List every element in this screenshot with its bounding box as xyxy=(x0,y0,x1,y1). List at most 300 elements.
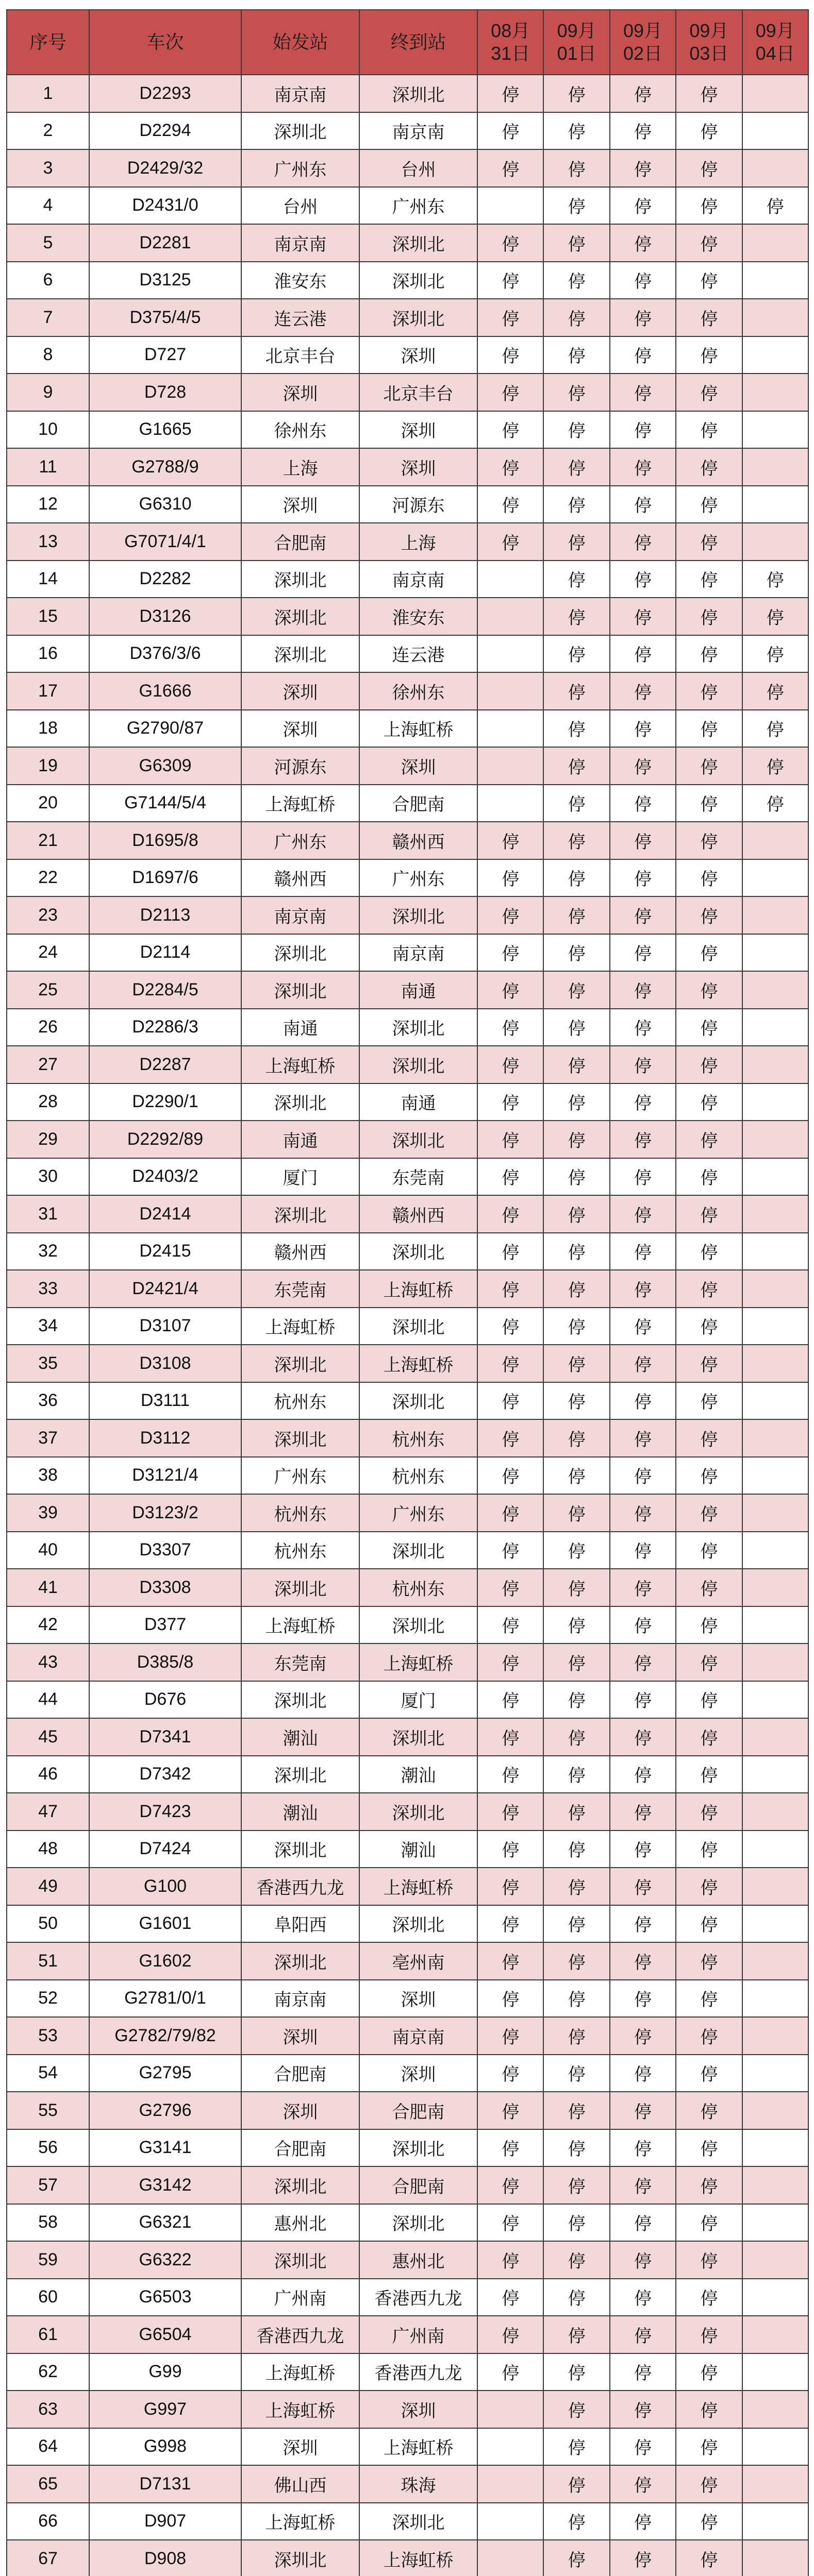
cell-status-0904 xyxy=(742,2129,808,2167)
cell-train-number: G6310 xyxy=(89,486,241,523)
table-row xyxy=(7,971,808,1009)
cell-status-0831 xyxy=(477,710,543,748)
cell-status-0903: 停 xyxy=(676,710,742,748)
cell-destination: 上海虹桥 xyxy=(359,1643,477,1681)
cell-status-0904 xyxy=(742,1905,808,1943)
cell-status-0901: 停 xyxy=(543,1681,609,1719)
cell-origin: 香港西九龙 xyxy=(241,2316,359,2353)
cell-status-0901: 停 xyxy=(543,2465,609,2503)
cell-origin: 连云港 xyxy=(241,299,359,336)
cell-status-0901: 停 xyxy=(543,785,609,822)
cell-train-number: G997 xyxy=(89,2391,241,2428)
cell-status-0903: 停 xyxy=(676,1756,742,1793)
cell-status-0831: 停 xyxy=(477,411,543,449)
cell-origin: 广州南 xyxy=(241,2279,359,2316)
cell-train-number: G3141 xyxy=(89,2129,241,2167)
cell-origin: 深圳北 xyxy=(241,1942,359,1980)
cell-status-0901: 停 xyxy=(543,1046,609,1083)
cell-destination: 台州 xyxy=(359,149,477,187)
cell-index: 53 xyxy=(7,2017,89,2055)
cell-index: 29 xyxy=(7,1121,89,1158)
cell-status-0831: 停 xyxy=(477,1681,543,1719)
cell-status-0831: 停 xyxy=(477,971,543,1009)
cell-index: 33 xyxy=(7,1270,89,1308)
cell-status-0901: 停 xyxy=(543,2092,609,2129)
cell-status-0904 xyxy=(742,2092,808,2129)
train-suspension-table xyxy=(6,9,809,2576)
cell-status-0901: 停 xyxy=(543,2055,609,2092)
cell-origin: 深圳 xyxy=(241,2092,359,2129)
cell-destination: 广州南 xyxy=(359,2316,477,2353)
cell-status-0901: 停 xyxy=(543,2353,609,2391)
cell-train-number: G7071/4/1 xyxy=(89,523,241,561)
cell-destination: 深圳北 xyxy=(359,1382,477,1420)
cell-status-0902: 停 xyxy=(610,1419,676,1457)
cell-train-number: G6504 xyxy=(89,2316,241,2353)
cell-status-0903: 停 xyxy=(676,1121,742,1158)
cell-origin: 深圳北 xyxy=(241,1569,359,1606)
cell-origin: 杭州东 xyxy=(241,1494,359,1532)
cell-train-number: D7424 xyxy=(89,1831,241,1868)
cell-status-0902: 停 xyxy=(610,1831,676,1868)
cell-status-0831: 停 xyxy=(477,859,543,897)
cell-status-0903: 停 xyxy=(676,1270,742,1308)
cell-index: 8 xyxy=(7,336,89,374)
cell-origin: 香港西九龙 xyxy=(241,1868,359,1905)
cell-index: 44 xyxy=(7,1681,89,1719)
cell-status-0901: 停 xyxy=(543,934,609,972)
cell-index: 67 xyxy=(7,2540,89,2576)
cell-status-0903: 停 xyxy=(676,2316,742,2353)
cell-index: 46 xyxy=(7,1756,89,1793)
cell-status-0903: 停 xyxy=(676,448,742,486)
cell-train-number: D728 xyxy=(89,374,241,411)
cell-status-0903: 停 xyxy=(676,299,742,336)
cell-status-0904 xyxy=(742,2166,808,2204)
table-row xyxy=(7,2353,808,2391)
cell-status-0831 xyxy=(477,2503,543,2540)
cell-status-0902: 停 xyxy=(610,2428,676,2466)
cell-status-0902: 停 xyxy=(610,75,676,112)
cell-index: 37 xyxy=(7,1419,89,1457)
cell-status-0901: 停 xyxy=(543,1195,609,1233)
cell-train-number: G7144/5/4 xyxy=(89,785,241,822)
cell-status-0901: 停 xyxy=(543,411,609,449)
cell-index: 12 xyxy=(7,486,89,523)
cell-status-0904 xyxy=(742,224,808,262)
cell-origin: 上海虹桥 xyxy=(241,1046,359,1083)
cell-destination: 珠海 xyxy=(359,2465,477,2503)
cell-index: 5 xyxy=(7,224,89,262)
cell-status-0831: 停 xyxy=(477,2017,543,2055)
cell-origin: 深圳北 xyxy=(241,598,359,635)
cell-index: 10 xyxy=(7,411,89,449)
cell-train-number: D2282 xyxy=(89,561,241,598)
table-row xyxy=(7,1419,808,1457)
cell-status-0903: 停 xyxy=(676,1793,742,1831)
table-row xyxy=(7,1233,808,1270)
table-row xyxy=(7,1532,808,1569)
cell-status-0901: 停 xyxy=(543,1643,609,1681)
header-origin-station: 始发站 xyxy=(241,10,359,75)
cell-status-0902: 停 xyxy=(610,2316,676,2353)
cell-origin: 杭州东 xyxy=(241,1382,359,1420)
cell-status-0903: 停 xyxy=(676,1569,742,1606)
table-row xyxy=(7,2391,808,2428)
cell-train-number: G2788/9 xyxy=(89,448,241,486)
cell-status-0902: 停 xyxy=(610,1569,676,1606)
cell-destination: 上海虹桥 xyxy=(359,710,477,748)
cell-status-0831 xyxy=(477,561,543,598)
cell-train-number: G100 xyxy=(89,1868,241,1905)
cell-train-number: D676 xyxy=(89,1681,241,1719)
cell-index: 16 xyxy=(7,635,89,673)
cell-status-0904 xyxy=(742,859,808,897)
cell-destination: 香港西九龙 xyxy=(359,2353,477,2391)
cell-status-0903: 停 xyxy=(676,785,742,822)
table-row xyxy=(7,1756,808,1793)
cell-train-number: G6309 xyxy=(89,747,241,785)
cell-status-0831 xyxy=(477,598,543,635)
cell-status-0831: 停 xyxy=(477,486,543,523)
cell-status-0904 xyxy=(742,1756,808,1793)
cell-destination: 北京丰台 xyxy=(359,374,477,411)
cell-destination: 淮安东 xyxy=(359,598,477,635)
cell-index: 32 xyxy=(7,1233,89,1270)
cell-destination: 深圳北 xyxy=(359,2503,477,2540)
cell-index: 4 xyxy=(7,187,89,225)
cell-origin: 南京南 xyxy=(241,75,359,112)
cell-status-0904: 停 xyxy=(742,747,808,785)
table-row xyxy=(7,336,808,374)
cell-status-0831: 停 xyxy=(477,1382,543,1420)
cell-status-0904 xyxy=(742,1868,808,1905)
cell-status-0904 xyxy=(742,374,808,411)
cell-status-0902: 停 xyxy=(610,486,676,523)
cell-status-0903: 停 xyxy=(676,1606,742,1644)
cell-status-0901: 停 xyxy=(543,2279,609,2316)
cell-index: 51 xyxy=(7,1942,89,1980)
cell-destination: 南京南 xyxy=(359,112,477,150)
cell-destination: 惠州北 xyxy=(359,2241,477,2279)
cell-origin: 上海虹桥 xyxy=(241,1308,359,1345)
cell-status-0902: 停 xyxy=(610,1793,676,1831)
cell-status-0903: 停 xyxy=(676,2391,742,2428)
cell-status-0831: 停 xyxy=(477,1793,543,1831)
cell-status-0903: 停 xyxy=(676,2055,742,2092)
cell-status-0904 xyxy=(742,822,808,859)
cell-origin: 上海虹桥 xyxy=(241,2503,359,2540)
cell-status-0831: 停 xyxy=(477,1345,543,1382)
cell-destination: 杭州东 xyxy=(359,1457,477,1495)
cell-index: 64 xyxy=(7,2428,89,2466)
cell-status-0902: 停 xyxy=(610,1756,676,1793)
cell-status-0904 xyxy=(742,1419,808,1457)
cell-index: 3 xyxy=(7,149,89,187)
cell-status-0902: 停 xyxy=(610,1233,676,1270)
table-row xyxy=(7,1942,808,1980)
cell-status-0902: 停 xyxy=(610,1382,676,1420)
cell-train-number: D7131 xyxy=(89,2465,241,2503)
cell-train-number: D3123/2 xyxy=(89,1494,241,1532)
cell-index: 63 xyxy=(7,2391,89,2428)
cell-destination: 杭州东 xyxy=(359,1569,477,1606)
cell-status-0831: 停 xyxy=(477,1009,543,1046)
cell-origin: 深圳 xyxy=(241,486,359,523)
cell-status-0904 xyxy=(742,149,808,187)
cell-status-0904 xyxy=(742,299,808,336)
cell-status-0904 xyxy=(742,2055,808,2092)
cell-status-0904: 停 xyxy=(742,561,808,598)
cell-origin: 上海虹桥 xyxy=(241,1606,359,1644)
cell-status-0831: 停 xyxy=(477,2316,543,2353)
table-row xyxy=(7,2092,808,2129)
cell-origin: 深圳北 xyxy=(241,2540,359,2576)
cell-status-0904 xyxy=(742,112,808,150)
cell-destination: 上海虹桥 xyxy=(359,1868,477,1905)
cell-train-number: G1665 xyxy=(89,411,241,449)
cell-destination: 深圳北 xyxy=(359,75,477,112)
cell-index: 38 xyxy=(7,1457,89,1495)
cell-origin: 深圳北 xyxy=(241,1083,359,1121)
cell-status-0904 xyxy=(742,1382,808,1420)
cell-origin: 惠州北 xyxy=(241,2204,359,2242)
cell-index: 58 xyxy=(7,2204,89,2242)
cell-destination: 深圳北 xyxy=(359,262,477,299)
cell-status-0902: 停 xyxy=(610,2391,676,2428)
cell-status-0831: 停 xyxy=(477,1942,543,1980)
cell-status-0903: 停 xyxy=(676,1681,742,1719)
table-row xyxy=(7,523,808,561)
header-train-number: 车次 xyxy=(89,10,241,75)
cell-train-number: D3107 xyxy=(89,1308,241,1345)
cell-destination: 深圳北 xyxy=(359,299,477,336)
cell-train-number: D2287 xyxy=(89,1046,241,1083)
cell-origin: 上海虹桥 xyxy=(241,2391,359,2428)
cell-train-number: G2782/79/82 xyxy=(89,2017,241,2055)
cell-train-number: D2429/32 xyxy=(89,149,241,187)
cell-status-0903: 停 xyxy=(676,2017,742,2055)
cell-status-0904 xyxy=(742,1980,808,2018)
cell-status-0903: 停 xyxy=(676,1345,742,1382)
table-row xyxy=(7,2428,808,2466)
cell-status-0904 xyxy=(742,1942,808,1980)
cell-status-0831: 停 xyxy=(477,1868,543,1905)
cell-status-0831: 停 xyxy=(477,1905,543,1943)
cell-status-0903: 停 xyxy=(676,374,742,411)
cell-status-0902: 停 xyxy=(610,896,676,934)
cell-status-0831: 停 xyxy=(477,1046,543,1083)
cell-destination: 徐州东 xyxy=(359,672,477,710)
cell-status-0901: 停 xyxy=(543,1905,609,1943)
cell-status-0902: 停 xyxy=(610,2241,676,2279)
cell-status-0901: 停 xyxy=(543,896,609,934)
cell-status-0904 xyxy=(742,1083,808,1121)
cell-index: 21 xyxy=(7,822,89,859)
cell-origin: 深圳北 xyxy=(241,2166,359,2204)
cell-status-0903: 停 xyxy=(676,224,742,262)
cell-status-0831 xyxy=(477,187,543,225)
cell-status-0831: 停 xyxy=(477,1756,543,1793)
cell-status-0903: 停 xyxy=(676,2204,742,2242)
cell-status-0901: 停 xyxy=(543,1382,609,1420)
cell-index: 22 xyxy=(7,859,89,897)
cell-status-0904 xyxy=(742,1345,808,1382)
cell-origin: 深圳 xyxy=(241,2017,359,2055)
cell-train-number: G99 xyxy=(89,2353,241,2391)
cell-origin: 深圳北 xyxy=(241,1681,359,1719)
cell-status-0903: 停 xyxy=(676,2428,742,2466)
cell-status-0902: 停 xyxy=(610,561,676,598)
cell-status-0902: 停 xyxy=(610,2166,676,2204)
table-row xyxy=(7,2204,808,2242)
cell-status-0903: 停 xyxy=(676,187,742,225)
cell-status-0901: 停 xyxy=(543,1457,609,1495)
cell-status-0831: 停 xyxy=(477,523,543,561)
cell-status-0901: 停 xyxy=(543,822,609,859)
header-terminal-station: 终到站 xyxy=(359,10,477,75)
table-row xyxy=(7,1606,808,1644)
cell-status-0903: 停 xyxy=(676,747,742,785)
cell-status-0901: 停 xyxy=(543,1532,609,1569)
cell-status-0902: 停 xyxy=(610,1345,676,1382)
cell-status-0904 xyxy=(742,2540,808,2576)
cell-status-0901: 停 xyxy=(543,187,609,225)
cell-train-number: D385/8 xyxy=(89,1643,241,1681)
cell-status-0902: 停 xyxy=(610,2279,676,2316)
cell-destination: 上海虹桥 xyxy=(359,2540,477,2576)
table-row xyxy=(7,2503,808,2540)
cell-origin: 淮安东 xyxy=(241,262,359,299)
table-row xyxy=(7,112,808,150)
table-row xyxy=(7,934,808,972)
cell-status-0904 xyxy=(742,2204,808,2242)
cell-status-0831: 停 xyxy=(477,2055,543,2092)
cell-status-0902: 停 xyxy=(610,822,676,859)
cell-status-0903: 停 xyxy=(676,2540,742,2576)
cell-status-0903: 停 xyxy=(676,411,742,449)
cell-train-number: D3308 xyxy=(89,1569,241,1606)
cell-status-0904: 停 xyxy=(742,672,808,710)
cell-status-0904 xyxy=(742,486,808,523)
cell-status-0904 xyxy=(742,75,808,112)
cell-status-0901: 停 xyxy=(543,747,609,785)
cell-status-0902: 停 xyxy=(610,2503,676,2540)
cell-status-0902: 停 xyxy=(610,635,676,673)
cell-status-0831: 停 xyxy=(477,336,543,374)
cell-train-number: D2293 xyxy=(89,75,241,112)
cell-train-number: D3126 xyxy=(89,598,241,635)
cell-origin: 东莞南 xyxy=(241,1643,359,1681)
cell-status-0903: 停 xyxy=(676,1158,742,1196)
cell-status-0903: 停 xyxy=(676,934,742,972)
cell-index: 17 xyxy=(7,672,89,710)
cell-status-0831: 停 xyxy=(477,448,543,486)
cell-index: 15 xyxy=(7,598,89,635)
cell-train-number: D3108 xyxy=(89,1345,241,1382)
cell-status-0831 xyxy=(477,635,543,673)
cell-destination: 合肥南 xyxy=(359,785,477,822)
cell-train-number: G998 xyxy=(89,2428,241,2466)
cell-index: 26 xyxy=(7,1009,89,1046)
cell-train-number: G6321 xyxy=(89,2204,241,2242)
table-row xyxy=(7,1270,808,1308)
cell-status-0831: 停 xyxy=(477,1195,543,1233)
cell-status-0831: 停 xyxy=(477,374,543,411)
cell-status-0903: 停 xyxy=(676,1942,742,1980)
cell-status-0831: 停 xyxy=(477,1419,543,1457)
cell-status-0901: 停 xyxy=(543,1831,609,1868)
cell-status-0903: 停 xyxy=(676,149,742,187)
cell-status-0901: 停 xyxy=(543,2428,609,2466)
cell-status-0903: 停 xyxy=(676,2092,742,2129)
cell-status-0831 xyxy=(477,2540,543,2576)
cell-train-number: D3111 xyxy=(89,1382,241,1420)
cell-destination: 深圳北 xyxy=(359,224,477,262)
cell-status-0903: 停 xyxy=(676,1905,742,1943)
cell-status-0901: 停 xyxy=(543,859,609,897)
cell-origin: 合肥南 xyxy=(241,2129,359,2167)
cell-train-number: D2284/5 xyxy=(89,971,241,1009)
cell-status-0903: 停 xyxy=(676,1233,742,1270)
cell-status-0901: 停 xyxy=(543,1158,609,1196)
table-row xyxy=(7,374,808,411)
cell-status-0831: 停 xyxy=(477,2241,543,2279)
cell-status-0902: 停 xyxy=(610,187,676,225)
cell-status-0904 xyxy=(742,2241,808,2279)
cell-status-0904 xyxy=(742,2428,808,2466)
cell-status-0904: 停 xyxy=(742,635,808,673)
cell-status-0902: 停 xyxy=(610,1158,676,1196)
cell-origin: 深圳北 xyxy=(241,1345,359,1382)
cell-train-number: G2795 xyxy=(89,2055,241,2092)
header-date-0901: 09月 01日 xyxy=(543,10,609,75)
cell-status-0902: 停 xyxy=(610,2092,676,2129)
cell-destination: 上海虹桥 xyxy=(359,1270,477,1308)
cell-status-0903: 停 xyxy=(676,2465,742,2503)
cell-destination: 深圳北 xyxy=(359,1121,477,1158)
cell-status-0903: 停 xyxy=(676,822,742,859)
cell-destination: 深圳 xyxy=(359,411,477,449)
cell-train-number: D2415 xyxy=(89,1233,241,1270)
cell-index: 42 xyxy=(7,1606,89,1644)
cell-index: 62 xyxy=(7,2353,89,2391)
cell-status-0904 xyxy=(742,2279,808,2316)
cell-status-0904 xyxy=(742,1195,808,1233)
cell-status-0904 xyxy=(742,2503,808,2540)
cell-origin: 杭州东 xyxy=(241,1532,359,1569)
cell-status-0831: 停 xyxy=(477,1980,543,2018)
cell-train-number: D377 xyxy=(89,1606,241,1644)
cell-status-0831: 停 xyxy=(477,2279,543,2316)
cell-origin: 合肥南 xyxy=(241,2055,359,2092)
cell-status-0901: 停 xyxy=(543,1121,609,1158)
cell-origin: 北京丰台 xyxy=(241,336,359,374)
cell-status-0831: 停 xyxy=(477,1121,543,1158)
cell-destination: 深圳 xyxy=(359,448,477,486)
table-row xyxy=(7,1831,808,1868)
cell-destination: 广州东 xyxy=(359,859,477,897)
cell-index: 40 xyxy=(7,1532,89,1569)
cell-status-0902: 停 xyxy=(610,299,676,336)
cell-destination: 南京南 xyxy=(359,2017,477,2055)
cell-status-0902: 停 xyxy=(610,1046,676,1083)
cell-index: 66 xyxy=(7,2503,89,2540)
table-row xyxy=(7,149,808,187)
cell-status-0902: 停 xyxy=(610,710,676,748)
header-date-0902: 09月 02日 xyxy=(610,10,676,75)
cell-status-0901: 停 xyxy=(543,1942,609,1980)
